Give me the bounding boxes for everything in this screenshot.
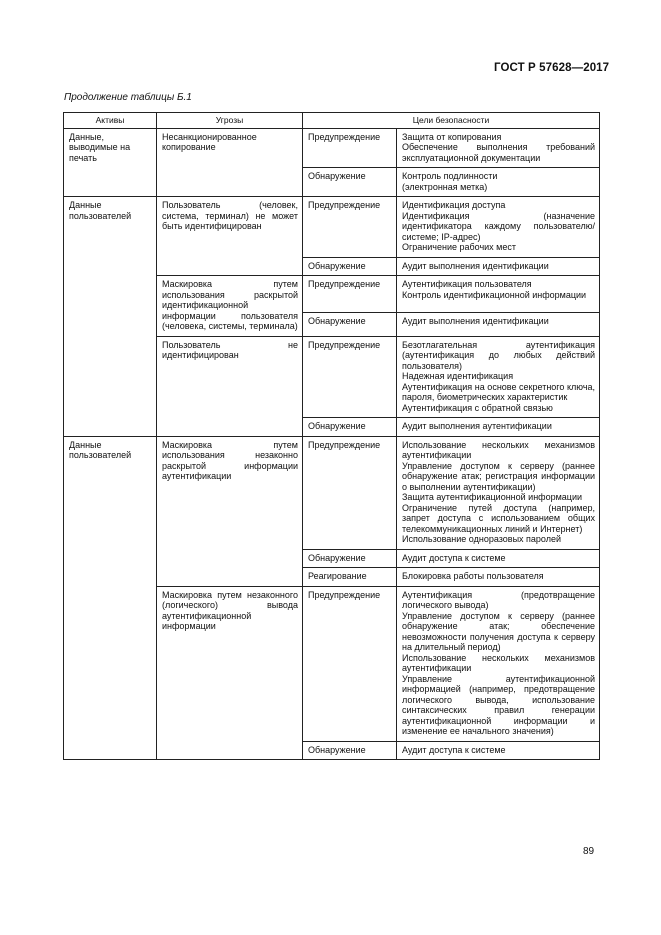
table-row <box>64 128 600 168</box>
goal-type-cell: Предупреждение <box>303 586 397 741</box>
page-number: 89 <box>583 846 595 857</box>
header-assets: Активы <box>64 113 157 129</box>
table-header-row <box>64 113 600 129</box>
goal-type-cell: Обнаружение <box>303 257 397 276</box>
goal-type-cell: Обнаружение <box>303 418 397 437</box>
goal-type-cell: Обнаружение <box>303 741 397 760</box>
goal-text-cell: Аудит выполнения идентификации <box>397 312 600 336</box>
asset-cell: Данные, выводимые на печать <box>64 128 157 197</box>
goal-type-cell: Реагирование <box>303 568 397 587</box>
goal-type-cell: Обнаружение <box>303 168 397 197</box>
threat-cell: Пользователь (человек, система, терминал) не может быть идентифицирован <box>157 197 303 276</box>
goal-text-cell: Безотлагательная аутентификация (аутентификация до любых действий пользователя) Надежная идентификация Аутентификация на основе секретного ключа, пароля, биометрических характеристик Аутентификация с обратной связью <box>397 336 600 418</box>
goal-text-cell: Аудит выполнения идентификации <box>397 257 600 276</box>
goal-text-cell: Блокировка работы пользователя <box>397 568 600 587</box>
goal-type-cell: Обнаружение <box>303 549 397 568</box>
header-threats: Угрозы <box>157 113 303 129</box>
threat-cell: Пользователь не идентифицирован <box>157 336 303 436</box>
goal-type-cell: Предупреждение <box>303 197 397 258</box>
goal-text-cell: Аутентификация пользователя Контроль идентификационной информации <box>397 276 600 313</box>
threat-cell: Маскировка путем использования незаконно раскрытой информации аутентификации <box>157 436 303 586</box>
goal-text-cell: Аудит доступа к системе <box>397 741 600 760</box>
goal-text-cell: Аудит выполнения аутентификации <box>397 418 600 437</box>
asset-cell: Данные пользователей <box>64 197 157 437</box>
goal-type-cell: Обнаружение <box>303 312 397 336</box>
standard-header: ГОСТ Р 57628—2017 <box>494 62 610 74</box>
table-body <box>64 128 600 760</box>
goal-text-cell: Аутентификация (предотвращение логического вывода) Управление доступом к серверу (раннее обнаружение атак; обеспечение невозможности получения доступа к серверу на длительный период) Использование нескольких механизмов аутентификации Управление аутентификационной информацией (например, предотвращение логического вывода, использование синтаксических правил генерации аутентификационной информации и изменение ее начального значения) <box>397 586 600 741</box>
goal-type-cell: Предупреждение <box>303 128 397 168</box>
threat-cell: Несанкционированное копирование <box>157 128 303 197</box>
table-caption: Продолжение таблицы Б.1 <box>64 92 192 103</box>
table-row <box>64 197 600 258</box>
asset-cell: Данные пользователей <box>64 436 157 760</box>
goal-type-cell: Предупреждение <box>303 336 397 418</box>
table-row <box>64 436 600 549</box>
goal-text-cell: Защита от копирования Обеспечение выполнения требований эксплуатационной документации <box>397 128 600 168</box>
goal-text-cell: Использование нескольких механизмов аутентификации Управление доступом к серверу (раннее обнаружение атак; регистрация информации о выполнении аутентификации) Защита аутентификационной информации Ограничение путей доступа (например, запрет доступа с использованием общих телекоммуникационных линий и Интернет) Использование одноразовых паролей <box>397 436 600 549</box>
header-goals: Цели безопасности <box>303 113 600 129</box>
goal-type-cell: Предупреждение <box>303 436 397 549</box>
goal-text-cell: Контроль подлинности (электронная метка) <box>397 168 600 197</box>
threat-cell: Маскировка путем незаконного (логического) вывода аутентификационной информации <box>157 586 303 760</box>
goal-type-cell: Предупреждение <box>303 276 397 313</box>
threat-cell: Маскировка путем использования раскрытой идентификационной информации пользователя (человека, системы, терминала) <box>157 276 303 337</box>
security-goals-table <box>63 112 600 760</box>
goal-text-cell: Аудит доступа к системе <box>397 549 600 568</box>
goal-text-cell: Идентификация доступа Идентификация (назначение идентификатора каждому пользователю/системе; IP-адрес) Ограничение рабочих мест <box>397 197 600 258</box>
